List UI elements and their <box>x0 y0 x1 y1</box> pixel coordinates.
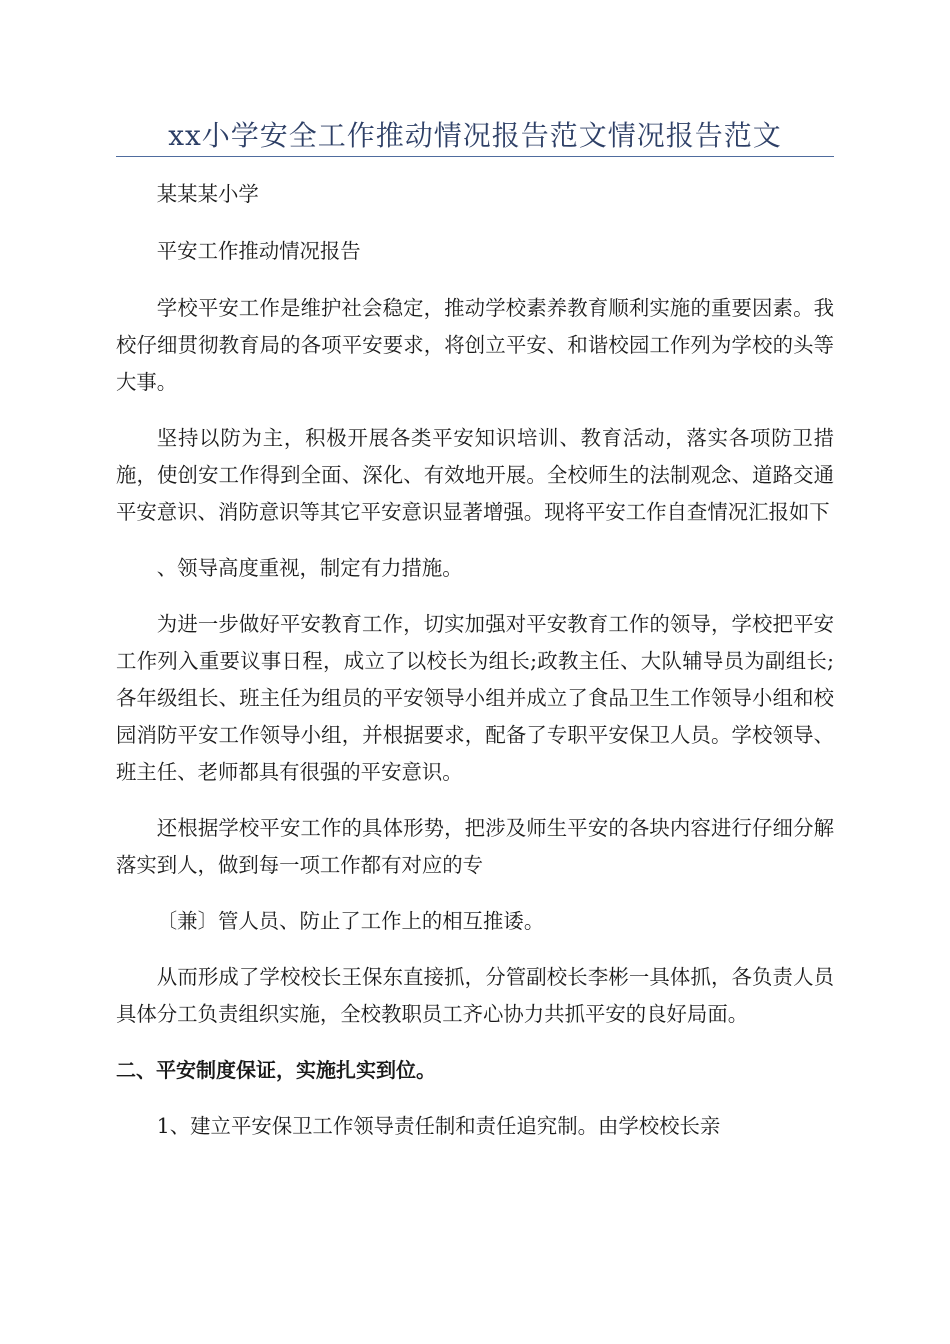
document-body <box>116 176 834 1145</box>
paragraph-situation: 从而形成了学校校长王保东直接抓，分管副校长李彬一具体抓，各负责人员具体分工负责组织实施，全校教职员工齐心协力共抓平安的良好局面。 <box>116 965 834 1026</box>
paragraph-item-1: 1、建立平安保卫工作领导责任制和责任追究制。由学校校长亲 <box>156 1114 721 1138</box>
paragraph-intro: 学校平安工作是维护社会稳定，推动学校素养教育顺利实施的重要因素。我校仔细贯彻教育局的各项平安要求，将创立平安、和谐校园工作列为学校的头等大事。 <box>116 296 834 394</box>
section-heading-2: 二、平安制度保证，实施扎实到位。 <box>116 1058 436 1082</box>
title-underline-block <box>116 112 834 157</box>
paragraph-part-time: 〔兼〕管人员、防止了工作上的相互推诿。 <box>156 909 545 933</box>
document-title: xx小学安全工作推动情况报告范文情况报告范文 <box>168 119 782 152</box>
paragraph-leadership-heading: 、领导高度重视，制定有力措施。 <box>156 556 463 580</box>
paragraph-leadership: 为进一步做好平安教育工作，切实加强对平安教育工作的领导，学校把平安工作列入重要议事日程，成立了以校长为组长;政教主任、大队辅导员为副组长;各年级组长、班主任为组员的平安领导小组并成立了食品卫生工作领导小组和校园消防平安工作领导小组，并根据要求，配备了专职平安保卫人员。学校领导、班主任、老师都具有很强的平安意识。 <box>116 612 834 784</box>
paragraph-assignment: 还根据学校平安工作的具体形势，把涉及师生平安的各块内容进行仔细分解落实到人，做到每一项工作都有对应的专 <box>116 816 834 877</box>
school-name: 某某某小学 <box>156 182 259 206</box>
report-subtitle: 平安工作推动情况报告 <box>156 239 361 263</box>
paragraph-prevention: 坚持以防为主，积极开展各类平安知识培训、教育活动，落实各项防卫措施，使创安工作得到全面、深化、有效地开展。全校师生的法制观念、道路交通平安意识、消防意识等其它平安意识显著增强。现将平安工作自查情况汇报如下 <box>116 426 834 524</box>
